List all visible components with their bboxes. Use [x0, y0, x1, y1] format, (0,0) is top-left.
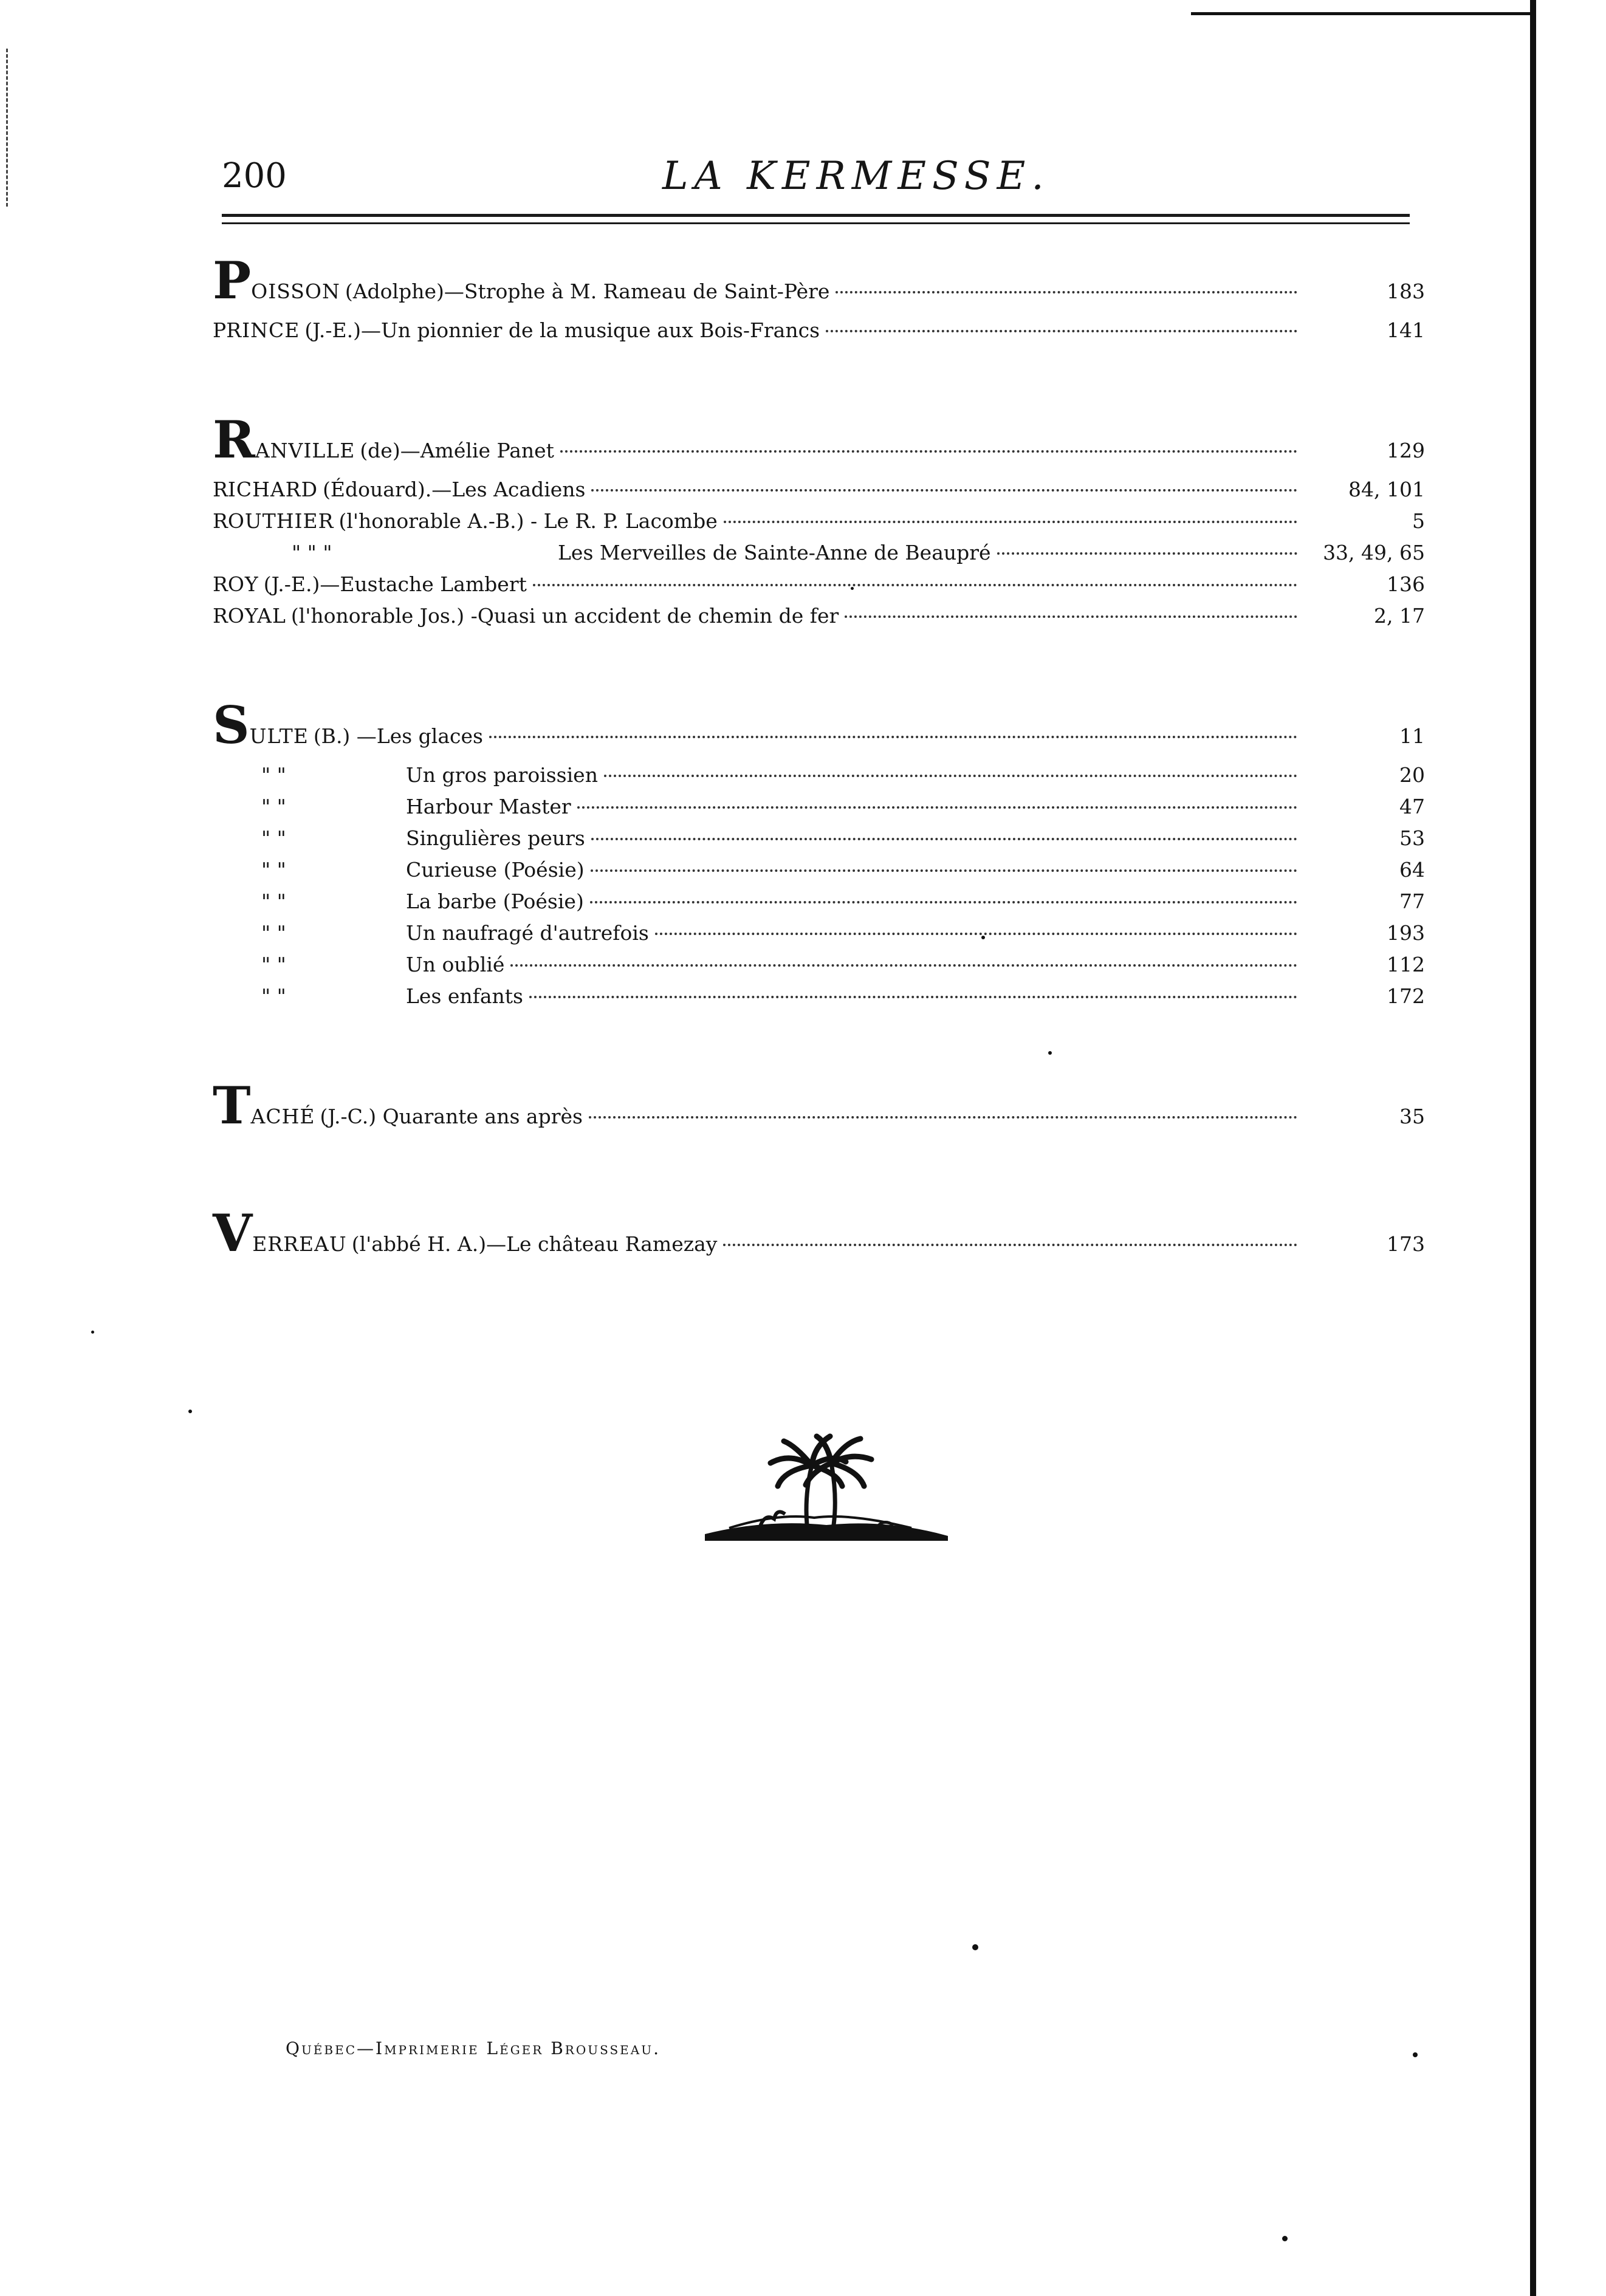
ditto-marks: " " — [261, 826, 286, 850]
ditto-marks: " " — [261, 953, 286, 976]
index-entry — [213, 250, 1425, 315]
page-reference: 112 — [1387, 953, 1425, 976]
index-entry — [213, 854, 1425, 886]
entry-title: (Adolphe)—Strophe à M. Rameau de Saint-Père — [345, 279, 830, 303]
entry-title: (l'honorable A.-B.) - Le R. P. Lacombe — [338, 509, 718, 533]
dot-leader — [529, 996, 1297, 998]
scan-speck — [1048, 1051, 1052, 1055]
dot-leader — [826, 330, 1297, 332]
page-edge-top — [1191, 12, 1531, 15]
page-reference: 64 — [1399, 858, 1425, 882]
entry-title: Les enfants — [406, 984, 523, 1008]
dot-leader — [836, 291, 1297, 293]
dot-leader — [591, 869, 1297, 872]
page-reference: 77 — [1399, 889, 1425, 913]
entry-title: Singulières peurs — [406, 826, 585, 850]
dot-leader — [591, 489, 1297, 492]
page-reference: 11 — [1399, 724, 1425, 748]
entry-title: Curieuse (Poésie) — [406, 858, 585, 882]
dot-leader — [510, 964, 1297, 967]
ditto-marks: " " — [261, 921, 286, 945]
index-entry — [213, 1075, 1425, 1140]
scan-speck — [188, 1410, 192, 1413]
scan-speck — [1413, 2052, 1418, 2057]
index-entry — [213, 981, 1425, 1012]
page-number: 200 — [222, 156, 287, 196]
author-name: PRINCE — [213, 318, 300, 342]
palm-island-icon — [693, 1428, 960, 1549]
entry-title: (J.-C.) Quarante ans après — [320, 1105, 583, 1128]
dot-leader — [590, 901, 1297, 903]
index-entry — [213, 791, 1425, 823]
header-rule-thin — [222, 222, 1410, 224]
dot-leader — [723, 1244, 1297, 1246]
page-reference: 5 — [1412, 509, 1425, 533]
page-reference: 47 — [1399, 795, 1425, 818]
dot-leader — [589, 1116, 1297, 1119]
index-entry — [213, 505, 1425, 537]
entry-title: (l'honorable Jos.) -Quasi un accident de chemin de fer — [290, 604, 839, 628]
author-name: VERREAU — [213, 1203, 347, 1263]
page-reference: 84, 101 — [1348, 478, 1425, 501]
page-reference: 53 — [1399, 826, 1425, 850]
dot-leader — [591, 838, 1297, 840]
dot-leader — [604, 775, 1297, 777]
page-reference: 173 — [1387, 1232, 1425, 1256]
page-reference: 172 — [1387, 984, 1425, 1008]
entry-title: (l'abbé H. A.)—Le château Ramezay — [351, 1232, 718, 1256]
author-name: ROYAL — [213, 604, 286, 628]
entry-title: Un oublié — [406, 953, 505, 976]
index-entry — [213, 569, 1425, 600]
ditto-marks: " " — [261, 889, 286, 913]
ditto-marks: " " — [261, 795, 286, 818]
dot-leader — [489, 736, 1297, 738]
page-reference: 183 — [1387, 279, 1425, 303]
author-name: ROUTHIER — [213, 509, 334, 533]
header-rule-thick — [222, 214, 1410, 217]
running-title: LA KERMESSE. — [662, 154, 1050, 199]
page-reference: 20 — [1399, 763, 1425, 787]
page-edge-left — [6, 49, 12, 207]
author-name: SULTE — [213, 695, 309, 755]
entry-title: (de)—Amélie Panet — [360, 439, 554, 462]
entry-title: Harbour Master — [406, 795, 571, 818]
author-index — [213, 250, 1425, 1267]
scan-speck — [1282, 2236, 1288, 2241]
dot-leader — [577, 806, 1297, 809]
dot-leader — [845, 615, 1297, 618]
index-entry — [213, 917, 1425, 949]
index-entry — [213, 886, 1425, 917]
ditto-marks: " " — [261, 763, 286, 787]
page-reference: 136 — [1387, 572, 1425, 596]
entry-title: Les Merveilles de Sainte-Anne de Beaupré — [558, 541, 991, 564]
entry-title: Un naufragé d'autrefois — [406, 921, 649, 945]
entry-title: (J.-E.)—Eustache Lambert — [263, 572, 527, 596]
index-entry — [213, 537, 1425, 569]
scan-speck — [972, 1944, 978, 1950]
index-entry — [213, 600, 1425, 632]
index-entry — [213, 949, 1425, 981]
scan-speck — [851, 587, 854, 590]
page-edge-border — [1530, 0, 1536, 2296]
index-group-p — [213, 250, 1425, 346]
index-entry — [213, 410, 1425, 474]
entry-title: La barbe (Poésie) — [406, 889, 584, 913]
page-reference: 193 — [1387, 921, 1425, 945]
author-name: ROY — [213, 572, 259, 596]
index-entry — [213, 695, 1425, 759]
dot-leader — [724, 521, 1297, 523]
page-reference: 129 — [1387, 439, 1425, 462]
dot-leader — [560, 450, 1297, 453]
entry-title: Un gros paroissien — [406, 763, 598, 787]
ditto-marks: " " — [261, 984, 286, 1008]
page-reference: 35 — [1399, 1105, 1425, 1128]
dot-leader — [533, 584, 1297, 586]
index-group-r — [213, 410, 1425, 632]
page-reference: 33, 49, 65 — [1323, 541, 1425, 564]
printer-imprint: Québec—Imprimerie Léger Brousseau. — [286, 2038, 661, 2058]
index-entry — [213, 1203, 1425, 1267]
index-entry — [213, 474, 1425, 505]
author-name: RICHARD — [213, 478, 318, 501]
ditto-marks: " " " — [292, 541, 332, 564]
index-group-v — [213, 1203, 1425, 1267]
scan-speck — [981, 936, 985, 939]
entry-title: (Édouard).—Les Acadiens — [323, 478, 586, 501]
page-reference: 2, 17 — [1374, 604, 1425, 628]
author-name: POISSON — [213, 250, 340, 310]
scan-speck — [91, 1331, 94, 1334]
author-name: RANVILLE — [213, 410, 355, 470]
entry-title: (J.-E.)—Un pionnier de la musique aux Bois-Francs — [304, 318, 820, 342]
index-entry — [213, 759, 1425, 791]
dot-leader — [655, 933, 1297, 935]
dot-leader — [997, 552, 1297, 555]
index-group-s — [213, 695, 1425, 1012]
ditto-marks: " " — [261, 858, 286, 882]
author-name: TACHÉ — [213, 1075, 315, 1136]
index-entry — [213, 315, 1425, 346]
page-reference: 141 — [1387, 318, 1425, 342]
index-entry — [213, 823, 1425, 854]
entry-title: (B.) —Les glaces — [313, 724, 483, 748]
index-group-t — [213, 1075, 1425, 1140]
